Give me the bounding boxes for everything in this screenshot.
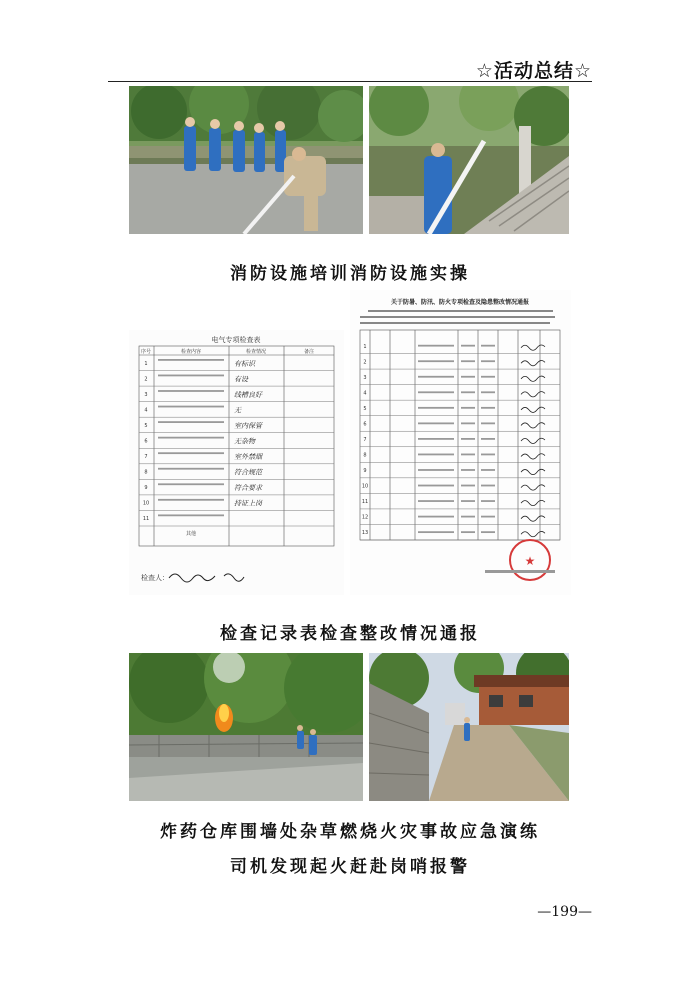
form-right-row-text-lines <box>461 376 475 378</box>
form-right-row-text-lines <box>461 391 475 393</box>
form-right-row-text-lines <box>418 485 454 487</box>
form-left-row-content-lines <box>158 514 224 516</box>
form-right-row-text-lines <box>461 500 475 502</box>
form-left-row-no: 8 <box>144 469 148 476</box>
form-left-row-status: 有设 <box>234 375 248 384</box>
photo-fire-training <box>129 86 363 234</box>
form-right-row-no: 4 <box>363 390 367 397</box>
form-left-row-status: 有标识 <box>234 359 255 368</box>
form-right-row-text-lines <box>481 376 495 378</box>
form-right-row-text-lines <box>461 360 475 362</box>
form-right-row-no: 5 <box>363 405 367 412</box>
form-right-row-text-lines <box>418 531 454 533</box>
form-left-row-no: 4 <box>144 407 148 414</box>
form-right-title: 关于防暑、防汛、防火专项检查及隐患整改情况通报 <box>390 299 530 306</box>
caption-row2: 检查记录表检查整改情况通报 <box>220 624 480 644</box>
form-left-row-status: 室外禁烟 <box>234 453 262 462</box>
form-right-row-text-lines <box>481 360 495 362</box>
form-left-row-status: 持证上岗 <box>234 499 262 508</box>
form-right-row-text-lines <box>418 516 454 518</box>
form-right-row-text-lines <box>461 422 475 424</box>
photo-inspection-form <box>129 330 344 595</box>
form-right-row-text-lines <box>481 516 495 518</box>
form-left-row-no: 7 <box>144 454 148 461</box>
form-left-row-content-lines <box>158 406 224 408</box>
form-right-row-text-lines <box>418 345 454 347</box>
caption-row3-line1: 炸药仓库围墙处杂草燃烧火灾事故应急演练 <box>160 822 540 842</box>
form-left-row-status: 符合要求 <box>234 484 262 493</box>
form-right-row-no: 1 <box>363 343 367 350</box>
form-left-row-no: 1 <box>144 360 148 367</box>
form-right-row-text-lines <box>461 485 475 487</box>
photo-rectification-notice <box>350 290 571 595</box>
form-left-row-content-lines <box>158 499 224 501</box>
form-left-row-no: 3 <box>144 391 148 398</box>
form-right-row-text-lines <box>461 407 475 409</box>
form-right-row-text-lines <box>461 531 475 533</box>
form-left-row-content-lines <box>158 390 224 392</box>
form-right-row-no: 6 <box>363 421 367 428</box>
form-right-row-text-lines <box>481 500 495 502</box>
form-right-row-text-lines <box>481 438 495 440</box>
form-right-row-no: 13 <box>361 530 369 537</box>
form-right-row-text-lines <box>418 500 454 502</box>
form-right-row-text-lines <box>481 485 495 487</box>
form-right-row-text-lines <box>481 391 495 393</box>
form-right-row-text-lines <box>418 407 454 409</box>
form-right-row-text-lines <box>481 422 495 424</box>
form-left-row-status: 无 <box>234 406 241 415</box>
form-left-row-content-lines <box>158 375 224 377</box>
form-left-row-no: 6 <box>144 438 148 445</box>
form-left-row-no: 5 <box>144 422 148 429</box>
form-right-row-text-lines <box>481 469 495 471</box>
photo-weed-fire-drill <box>129 653 363 801</box>
form-right-row-text-lines <box>418 454 454 456</box>
form-left-col-note: 备注 <box>303 349 315 355</box>
page-header-title: ☆活动总结☆ <box>475 60 592 82</box>
form-left-row-no: 11 <box>142 516 150 523</box>
form-right-row-text-lines <box>418 360 454 362</box>
form-left-last-item: 其他 <box>185 531 197 537</box>
form-left-row-content-lines <box>158 359 224 361</box>
form-left-row-content-lines <box>158 452 224 454</box>
form-right-row-no: 10 <box>361 483 369 490</box>
form-left-row-no: 9 <box>144 485 148 492</box>
form-right-row-no: 7 <box>363 437 367 443</box>
form-left-row-content-lines <box>158 421 224 423</box>
form-left-row-no: 10 <box>142 500 150 507</box>
form-right-row-no: 8 <box>363 452 367 459</box>
form-left-row-status: 室内保管 <box>234 421 262 430</box>
form-left-col-content: 检查内容 <box>180 349 202 355</box>
photo-fire-practice <box>369 86 569 234</box>
caption-row1: 消防设施培训消防设施实操 <box>230 264 470 284</box>
form-right-row-text-lines <box>418 376 454 378</box>
form-right-row-text-lines <box>418 469 454 471</box>
form-right-row-no: 12 <box>361 514 369 521</box>
form-right-row-text-lines <box>418 391 454 393</box>
form-left-row-status: 线槽良好 <box>234 390 262 399</box>
form-left-row-content-lines <box>158 437 224 439</box>
form-right-row-text-lines <box>481 345 495 347</box>
form-left-row-content-lines <box>158 468 224 470</box>
form-right-row-no: 9 <box>363 468 367 475</box>
photo-driver-report <box>369 653 569 801</box>
form-left-row-content-lines <box>158 483 224 485</box>
form-right-row-text-lines <box>418 438 454 440</box>
caption-row3-line2: 司机发现起火赶赴岗哨报警 <box>230 857 470 877</box>
form-right-row-no: 2 <box>363 359 367 366</box>
form-right-row-no: 11 <box>361 499 369 506</box>
form-right-row-no: 3 <box>363 374 367 381</box>
form-right-row-text-lines <box>481 531 495 533</box>
header-divider <box>108 81 592 82</box>
form-right-row-text-lines <box>461 516 475 518</box>
form-right-row-text-lines <box>461 345 475 347</box>
form-left-row-no: 2 <box>144 376 148 383</box>
form-right-row-text-lines <box>461 469 475 471</box>
form-right-row-text-lines <box>481 407 495 409</box>
form-left-inspector-label: 检查人： <box>141 574 169 582</box>
svg-text:★: ★ <box>524 554 536 568</box>
form-right-row-text-lines <box>481 454 495 456</box>
form-left-title: 电气专项检查表 <box>211 336 261 344</box>
form-right-row-text-lines <box>461 454 475 456</box>
form-left-col-no: 序号 <box>140 349 152 355</box>
form-right-row-text-lines <box>461 438 475 440</box>
form-left-row-status: 符合规范 <box>234 468 262 477</box>
form-right-row-text-lines <box>418 422 454 424</box>
form-left-col-status: 检查情况 <box>245 349 267 355</box>
form-left-row-status: 无杂物 <box>234 437 255 446</box>
page-number: —199— <box>537 904 592 920</box>
